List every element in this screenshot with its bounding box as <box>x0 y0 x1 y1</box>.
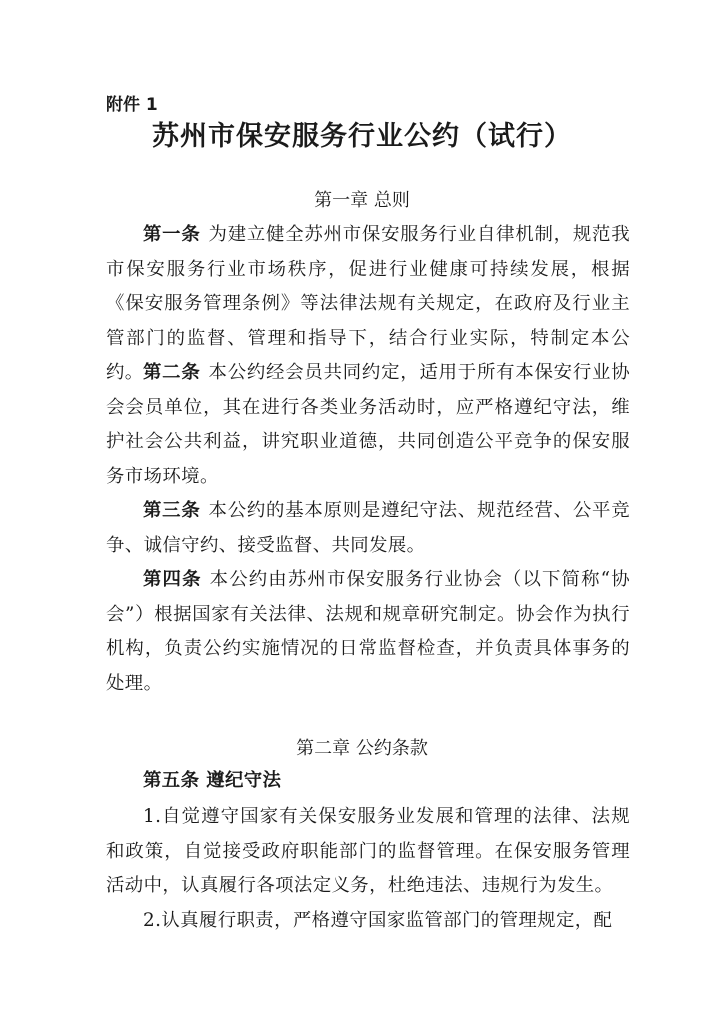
article-3 <box>106 494 630 563</box>
article-3-text: 本公约的基本原则是遵纪守法、规范经营、公平竞争、诚信守约、接受监督、共同发展。 <box>106 500 630 556</box>
article-1-label: 第一条 <box>143 224 201 245</box>
article-3-label: 第三条 <box>143 500 201 521</box>
document-title: 苏州市保安服务行业公约（试行） <box>152 121 572 152</box>
article-4-text: 本公约由苏州市保安服务行业协会（以下简称“协会”）根据国家有关法律、法规和规章研究制定。协会作为执行机构，负责公约实施情况的日常监督检查，并负责具体事务的处理。 <box>106 569 631 694</box>
article-4 <box>106 563 630 701</box>
article-2-label: 第二条 <box>143 362 201 383</box>
article-5-item-1: 1.自觉遵守国家有关保安服务业发展和管理的法律、法规和政策，自觉接受政府职能部门的监督管理。在保安服务管理活动中，认真履行各项法定义务，杜绝违法、违规行为发生。 <box>106 806 630 896</box>
article-5-heading: 第五条 遵纪守法 <box>143 770 282 791</box>
article-5-item-2: 2.认真履行职责，严格遵守国家监管部门的管理规定，配 <box>143 910 613 931</box>
chapter-2-heading: 第二章 公约条款 <box>296 738 428 759</box>
article-4-label: 第四条 <box>143 569 202 590</box>
article-2-text: 本公约经会员共同约定，适用于所有本保安行业协会会员单位，其在进行各类业务活动时，应严格遵纪守法，维护社会公共利益，讲究职业道德，共同创造公平竞争的保安服务市场环境。 <box>106 362 630 487</box>
chapter-1-heading: 第一章 总则 <box>314 190 410 211</box>
article-1-text: 为建立健全苏州市保安服务行业自律机制，规范我市保安服务行业市场秩序，促进行业健康可持续发展，根据《保安服务管理条例》等法律法规有关规定，在政府及行业主管部门的监督、管理和指导下，结合行业实际，特制定本公约。 <box>106 224 630 383</box>
article-2 <box>106 356 630 494</box>
attachment-label: 附件 1 <box>106 95 158 115</box>
